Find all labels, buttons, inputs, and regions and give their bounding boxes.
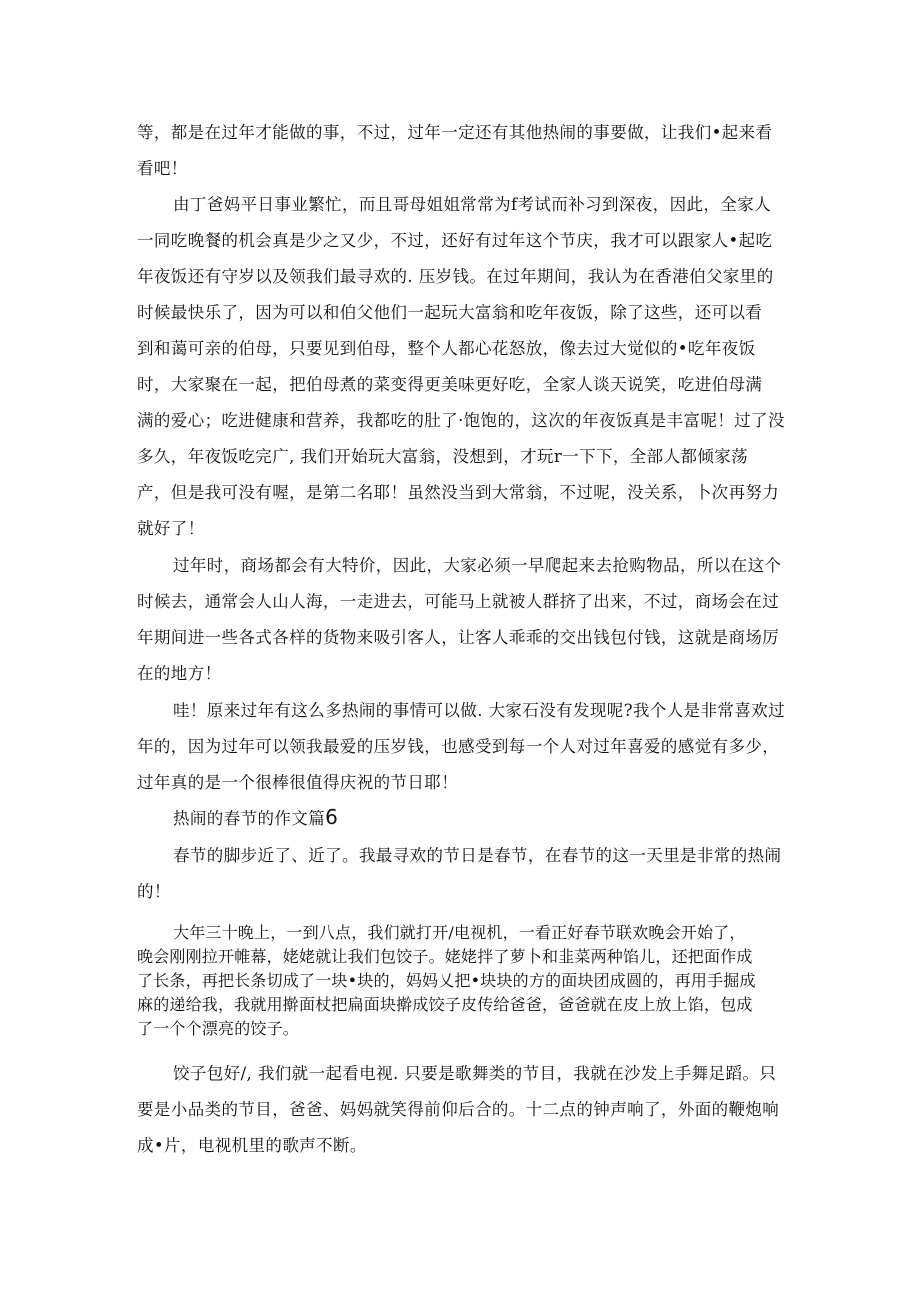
section-heading bbox=[173, 806, 338, 830]
paragraph-7-line-1: 饺子包好/, 我们就一起看电视. 只要是歌舞类的节目，我就在沙发上手舞足蹈。只 bbox=[173, 1064, 777, 1083]
paragraph-2-line-4: 时候最快乐了，因为可以和伯父他们一起玩大富翁和吃年夜饭，除了这些，还可以看 bbox=[137, 303, 763, 322]
paragraph-4-line-1: 哇！原来过年有这么多热闹的事情可以做. 大家石没有发现呢?我个人是非常喜欢过 bbox=[173, 701, 786, 720]
paragraph-7-line-2: 要是小品类的节目，爸爸、妈妈就笑得前仰后合的。十二点的钟声响了，外面的鞭炮响 bbox=[137, 1100, 780, 1119]
paragraph-3-line-4: 在的地方！ bbox=[137, 664, 222, 683]
paragraph-3-line-1: 过年时，商场都会有大特价，因此，大家必须一早爬起来去抢购物品，所以在这个 bbox=[173, 556, 782, 575]
paragraph-5-line-2: 的！ bbox=[137, 882, 171, 901]
paragraph-6-line-2: 晚会刚刚拉开帷幕，姥姥就让我们包饺子。姥姥拌了萝卜和韭菜两种馅儿，还把面作成 bbox=[137, 947, 753, 966]
paragraph-6-line-5: 了一个个漂亮的饺子。 bbox=[137, 1019, 300, 1038]
paragraph-3-line-3: 年期间进一些各式各样的货物来吸引客人，让客人乖乖的交出钱包付钱，这就是商场厉 bbox=[137, 628, 780, 647]
paragraph-3-line-2: 时候去，通常会人山人海，一走进去，可能马上就被人群挤了出来，不过，商场会在过 bbox=[137, 592, 780, 611]
paragraph-1-line-1: 等，都是在过年才能做的事，不过，过年一定还有其他热闹的事要做，让我们•起来看 bbox=[137, 123, 773, 142]
paragraph-2-line-9: 产，但是我可没有喔，是第二名耶！虽然没当到大常翁，不过呢，没关系，卜次再努力 bbox=[137, 483, 780, 502]
paragraph-6-line-4: 麻的递给我，我就用擀面杖把扁面块擀成饺子皮传给爸爸，爸爸就在皮上放上馅，包成 bbox=[137, 995, 753, 1014]
paragraph-2-line-3: 年夜饭还有守岁以及领我们最寻欢的. 压岁钱。在过年期间，我认为在香港伯父家里的 bbox=[137, 267, 774, 286]
paragraph-4-line-2: 年的，因为过年可以领我最爱的压岁钱，也感受到每一个人对过年喜爱的感觉有多少， bbox=[137, 737, 780, 756]
paragraph-6-line-1: 大年三十晚上，一到八点，我们就打开/电视机，一看正好春节联欢晚会开始了， bbox=[173, 923, 746, 942]
paragraph-2-line-5: 到和蔼可亲的伯母，只要见到伯母，整个人都心花怒放，像去过大觉似的•吃年夜饭 bbox=[137, 339, 756, 358]
paragraph-2-line-10: 就好了！ bbox=[137, 519, 205, 538]
paragraph-6-line-3: 了长条，再把长条切成了一块•块的，妈妈乂把•块块的方的面块团成圆的，再用手掘成 bbox=[137, 971, 756, 990]
paragraph-4-line-3: 过年真的是一个很棒很值得庆祝的节日耶！ bbox=[137, 773, 459, 792]
paragraph-2-line-8: 多久，年夜饭吃完广, 我们开始玩大富翁，没想到，才玩r一下下，全部人都倾家荡 bbox=[137, 447, 749, 466]
paragraph-2-line-7: 满的爱心；吃进健康和营养，我都吃的肚了·饱饱的，这次的年夜饭真是丰富呢！过了没 bbox=[137, 411, 785, 430]
paragraph-5-line-1: 春节的脚步近了、近了。我最寻欢的节日是春节，在春节的这一天里是非常的热闹 bbox=[173, 846, 782, 865]
paragraph-2-line-6: 时，大家聚在一起，把伯母煮的菜变得更美味更好吃，全家人谈天说笑，吃进伯母满 bbox=[137, 375, 763, 394]
paragraph-1-line-2: 看吧！ bbox=[137, 159, 188, 178]
section-heading-text: 热闹的春节的作文篇 bbox=[173, 809, 326, 828]
section-heading-number: 6 bbox=[325, 805, 339, 829]
paragraph-7-line-3: 成•片，电视机里的歌声不断。 bbox=[137, 1136, 367, 1155]
paragraph-2-line-1: 由丁爸妈平日事业繁忙，而且哥母姐姐常常为f考试而补习到深夜，因此，全家人 bbox=[173, 195, 772, 214]
paragraph-2-line-2: 一同吃晚餐的机会真是少之又少，不过，还好有过年这个节庆，我才可以跟家人•起吃 bbox=[137, 231, 773, 250]
